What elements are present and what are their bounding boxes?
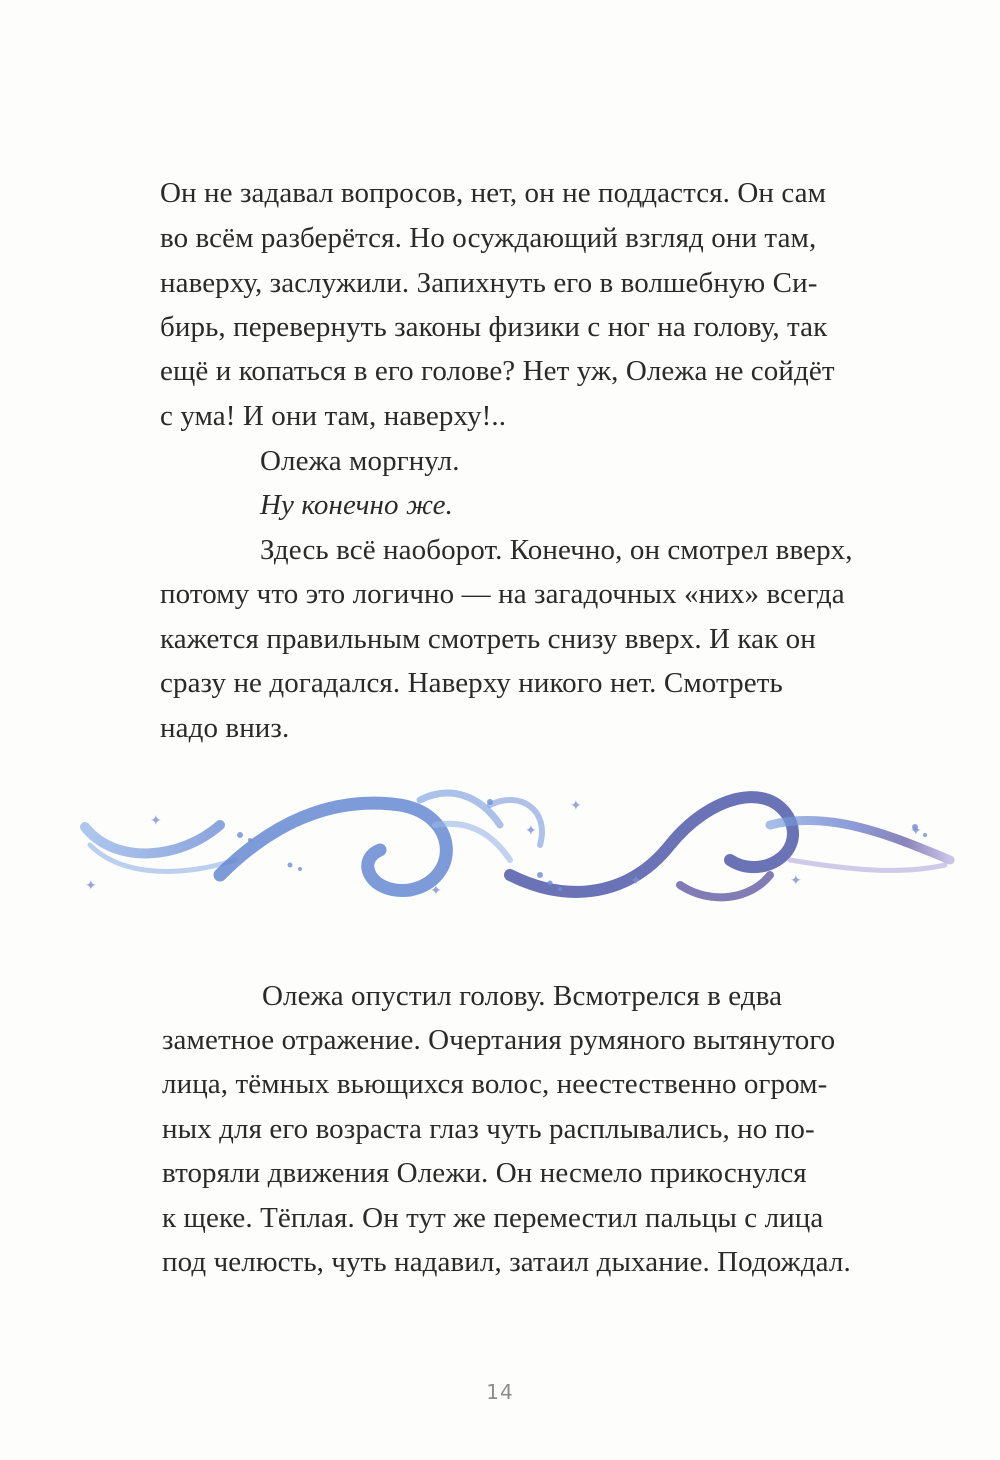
- text-line: Олежа моргнул.: [260, 445, 460, 477]
- text-line: с ума! И они там, наверху!..: [160, 400, 507, 432]
- text-line: заметное отражение. Очертания румяного вытянутого: [162, 1024, 836, 1056]
- text-line: кажется правильным смотреть снизу вверх. И как он: [160, 623, 816, 655]
- text-line: вторяли движения Олежи. Он несмело прикоснулся: [162, 1157, 807, 1189]
- svg-text:✦: ✦: [790, 873, 802, 889]
- text-line: ных для его возраста глаз чуть расплывались, но по-: [162, 1113, 815, 1145]
- text-line: наверху, заслужили. Запихнуть его в волшебную Си-: [160, 267, 818, 299]
- svg-text:✦: ✦: [150, 813, 162, 829]
- page-number: 14: [486, 1380, 514, 1404]
- text-line: под челюсть, чуть надавил, затаил дыхание. Подождал.: [162, 1246, 851, 1278]
- svg-text:✦: ✦: [525, 823, 537, 839]
- svg-text:✦: ✦: [85, 878, 97, 894]
- text-line: ещё и копаться в его голове? Нет уж, Олежа не сойдёт: [160, 355, 835, 387]
- text-line: Олежа опустил голову. Всмотрелся в едва: [262, 980, 783, 1012]
- text-line: надо вниз.: [160, 712, 290, 744]
- italic-text-line: Ну конечно же.: [260, 489, 453, 521]
- svg-text:✦: ✦: [430, 883, 442, 899]
- text-line: бирь, перевернуть законы физики с ног на голову, так: [160, 311, 828, 343]
- text-line: лица, тёмных вьющихся волос, неестественно огром-: [162, 1068, 828, 1100]
- text-line: Здесь всё наоборот. Конечно, он смотрел вверх,: [260, 534, 853, 566]
- svg-text:✦: ✦: [910, 823, 922, 839]
- watercolor-swirl-ornament-icon: [70, 765, 960, 925]
- text-line: к щеке. Тёплая. Он тут же переместил пальцы с лица: [162, 1202, 824, 1234]
- svg-text:✦: ✦: [630, 873, 642, 889]
- text-line: Он не задавал вопросов, нет, он не поддастся. Он сам: [160, 177, 827, 209]
- svg-text:✦: ✦: [570, 798, 582, 814]
- text-line: сразу не догадался. Наверху никого нет. Смотреть: [160, 667, 783, 699]
- text-line: во всём разберётся. Но осуждающий взгляд они там,: [160, 222, 817, 254]
- text-line: потому что это логично — на загадочных «них» всегда: [160, 578, 845, 610]
